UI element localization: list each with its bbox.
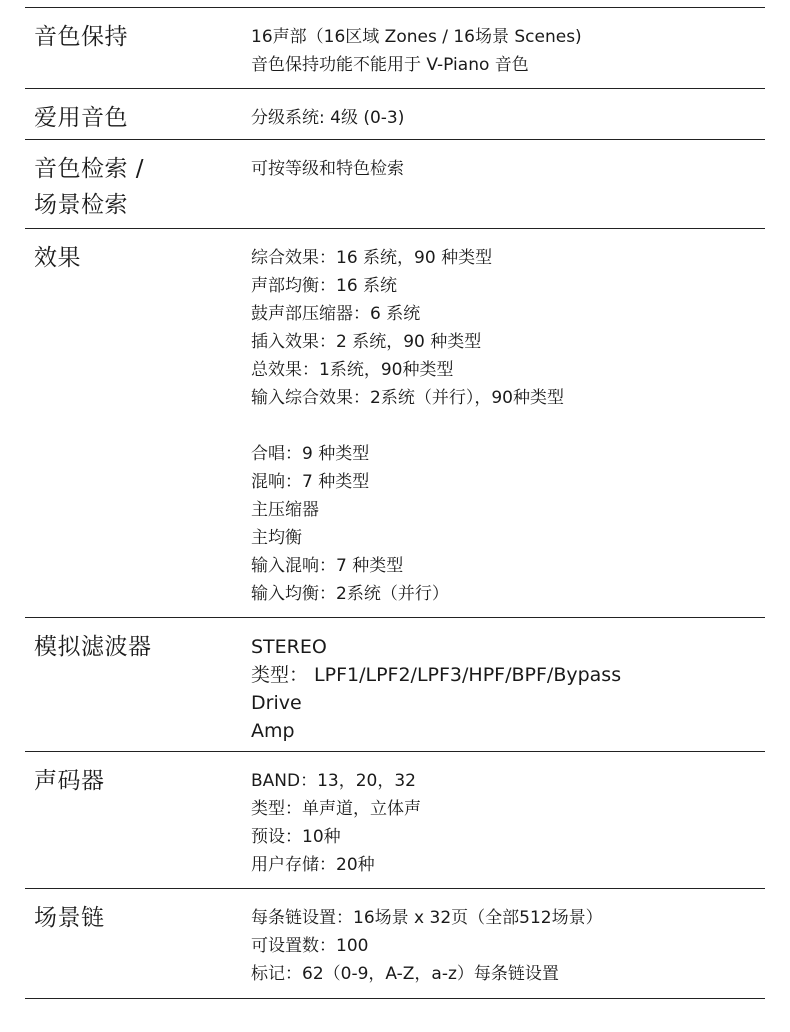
spec-value-line: 分级系统: 4级 (0-3) xyxy=(251,108,405,128)
spec-value-line: 标记：62（0-9，A-Z，a-z）每条链设置 xyxy=(251,964,559,984)
spec-value-line: 输入综合效果：2系统（并行），90种类型 xyxy=(251,388,564,408)
spec-label xyxy=(25,889,251,998)
spec-row-effects xyxy=(25,229,765,618)
spec-label-text: 场景检索 xyxy=(34,192,128,218)
spec-row-vocoder xyxy=(25,752,765,889)
spec-value-line: 插入效果：2 系统，90 种类型 xyxy=(251,332,482,352)
spec-value xyxy=(251,140,765,228)
spec-value-line: 类型： LPF1/LPF2/LPF3/HPF/BPF/Bypass xyxy=(251,664,622,686)
spec-label-text: 效果 xyxy=(34,245,81,271)
spec-label-text: 声码器 xyxy=(34,768,105,794)
spec-value-line: 主压缩器 xyxy=(251,500,319,520)
spec-value-line: 音色保持功能不能用于 V-Piano 音色 xyxy=(251,55,529,75)
spec-value xyxy=(251,889,765,998)
spec-row-analog-filter xyxy=(25,618,765,752)
spec-label xyxy=(25,140,251,228)
spec-value-line: Drive xyxy=(251,692,302,714)
spec-value-line: 输入混响：7 种类型 xyxy=(251,556,404,576)
spec-label xyxy=(25,8,251,88)
spec-value xyxy=(251,618,765,751)
spec-value-line: BAND：13，20，32 xyxy=(251,771,416,791)
spec-value-line: 综合效果：16 系统，90 种类型 xyxy=(251,248,493,268)
spec-value-line: 可按等级和特色检索 xyxy=(251,159,404,179)
spec-row-tone-hold xyxy=(25,8,765,89)
spec-value-line: 每条链设置：16场景 x 32页（全部512场景） xyxy=(251,908,603,928)
spec-table xyxy=(25,7,765,999)
spec-value-line: 可设置数：100 xyxy=(251,936,369,956)
spec-value-line: 合唱：9 种类型 xyxy=(251,444,370,464)
spec-value-line: 鼓声部压缩器：6 系统 xyxy=(251,304,421,324)
spec-row-tone-scene-search xyxy=(25,140,765,229)
spec-value-line: 混响：7 种类型 xyxy=(251,472,370,492)
spec-value-line: 声部均衡：16 系统 xyxy=(251,276,398,296)
spec-value-line: STEREO xyxy=(251,636,327,658)
spec-label xyxy=(25,618,251,751)
spec-label xyxy=(25,752,251,888)
spec-label-text: 音色检索 / xyxy=(34,156,145,182)
spec-value-line: 总效果：1系统，90种类型 xyxy=(251,360,454,380)
spec-value-spacer xyxy=(251,412,765,440)
spec-row-favorite-tones xyxy=(25,89,765,140)
spec-value-line: 用户存储：20种 xyxy=(251,855,375,875)
spec-value xyxy=(251,752,765,888)
spec-label-text: 爱用音色 xyxy=(34,105,128,131)
spec-value xyxy=(251,229,765,617)
spec-value-line: 主均衡 xyxy=(251,528,302,548)
spec-value xyxy=(251,8,765,88)
spec-value xyxy=(251,89,765,139)
spec-value-line: 类型：单声道，立体声 xyxy=(251,799,421,819)
spec-value-line: 输入均衡：2系统（并行） xyxy=(251,584,449,604)
spec-value-line: 16声部（16区域 Zones / 16场景 Scenes) xyxy=(251,27,582,47)
spec-label xyxy=(25,229,251,617)
spec-row-scene-chain xyxy=(25,889,765,999)
spec-value-line: Amp xyxy=(251,720,295,742)
spec-value-line: 预设：10种 xyxy=(251,827,341,847)
spec-label-text: 模拟滤波器 xyxy=(34,634,152,660)
spec-label-text: 音色保持 xyxy=(34,24,128,50)
spec-label-text: 场景链 xyxy=(34,905,105,931)
spec-label xyxy=(25,89,251,139)
